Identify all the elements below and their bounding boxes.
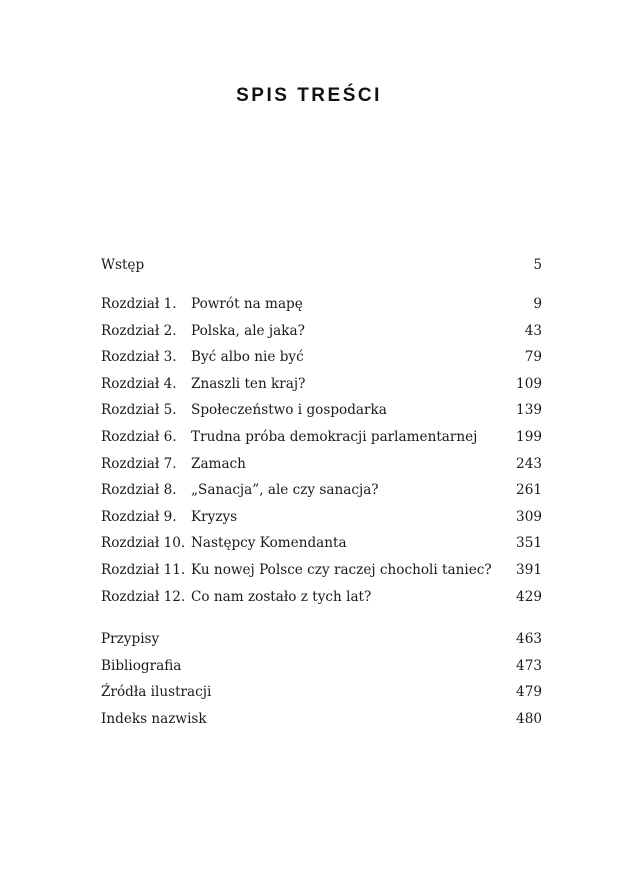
toc-chapter-12[interactable]	[101, 584, 542, 611]
toc-entry-label: Źródła ilustracji	[101, 684, 212, 701]
chapter-page: 199	[516, 428, 542, 445]
chapter-title: Kryzys	[191, 508, 238, 525]
chapter-number: Rozdział 11.	[101, 561, 186, 578]
toc-entry-page: 479	[516, 684, 542, 701]
chapter-number: Rozdział 1.	[101, 296, 177, 312]
toc-chapters-section	[101, 291, 542, 610]
chapter-title: Trudna próba demokracji parlamentarnej	[191, 428, 478, 445]
chapter-page: 43	[524, 322, 542, 339]
chapter-page: 243	[516, 455, 542, 472]
toc-chapter-9[interactable]	[101, 504, 542, 531]
toc-chapter-6[interactable]	[101, 424, 542, 451]
chapter-page: 351	[516, 535, 542, 552]
toc-entry-label: Przypisy	[101, 631, 160, 647]
toc-chapter-2[interactable]	[101, 318, 542, 345]
toc-entry-illustration-sources[interactable]	[101, 679, 542, 706]
chapter-title: Powrót na mapę	[191, 296, 303, 312]
toc-entry-bibliography[interactable]	[101, 653, 542, 680]
chapter-page: 309	[516, 508, 542, 525]
chapter-page: 429	[516, 588, 542, 605]
chapter-title: „Sanacja”, ale czy sanacja?	[191, 482, 379, 499]
toc-entry-page: 5	[533, 257, 542, 273]
chapter-number: Rozdział 4.	[101, 375, 177, 392]
chapter-page: 9	[533, 296, 542, 312]
chapter-title: Być albo nie być	[191, 349, 304, 366]
toc-appendix-section	[101, 626, 542, 732]
page-title: SPIS TREŚCI	[236, 85, 382, 106]
chapter-number: Rozdział 3.	[101, 349, 177, 366]
chapter-number: Rozdział 5.	[101, 402, 177, 419]
toc-entry-label: Indeks nazwisk	[101, 710, 207, 727]
chapter-page: 109	[516, 375, 542, 392]
toc-entry-notes[interactable]	[101, 626, 542, 653]
toc-entry-page: 480	[516, 710, 542, 727]
toc-entry-label: Wstęp	[101, 257, 145, 273]
chapter-page: 79	[524, 349, 542, 366]
chapter-number: Rozdział 2.	[101, 322, 177, 339]
chapter-number: Rozdział 8.	[101, 482, 177, 499]
chapter-number: Rozdział 9.	[101, 508, 177, 525]
toc-chapter-4[interactable]	[101, 371, 542, 398]
toc-chapter-8[interactable]	[101, 477, 542, 504]
toc-entry-name-index[interactable]	[101, 706, 542, 733]
chapter-page: 391	[516, 561, 542, 578]
chapter-number: Rozdział 10.	[101, 535, 186, 552]
toc-chapter-10[interactable]	[101, 530, 542, 557]
toc-entry-page: 463	[516, 631, 542, 647]
chapter-title: Znaszli ten kraj?	[191, 375, 306, 392]
toc-entry-intro[interactable]	[101, 252, 542, 279]
chapter-title: Następcy Komendanta	[191, 535, 347, 552]
toc-chapter-11[interactable]	[101, 557, 542, 584]
chapter-number: Rozdział 12.	[101, 588, 186, 605]
toc-entry-label: Bibliografia	[101, 657, 182, 674]
chapter-page: 139	[516, 402, 542, 419]
toc-chapter-7[interactable]	[101, 451, 542, 478]
chapter-title: Zamach	[191, 455, 246, 472]
toc-chapter-1[interactable]	[101, 291, 542, 318]
chapter-title: Ku nowej Polsce czy raczej chocholi taniec?	[191, 561, 492, 578]
chapter-number: Rozdział 6.	[101, 428, 177, 445]
chapter-number: Rozdział 7.	[101, 455, 177, 472]
chapter-title: Społeczeństwo i gospodarka	[191, 402, 387, 419]
toc-chapter-3[interactable]	[101, 344, 542, 371]
toc-chapter-5[interactable]	[101, 397, 542, 424]
toc-intro-section	[101, 252, 542, 279]
toc-entry-page: 473	[516, 657, 542, 674]
chapter-title: Polska, ale jaka?	[191, 322, 305, 339]
chapter-title: Co nam zostało z tych lat?	[191, 588, 372, 605]
chapter-page: 261	[516, 482, 542, 499]
